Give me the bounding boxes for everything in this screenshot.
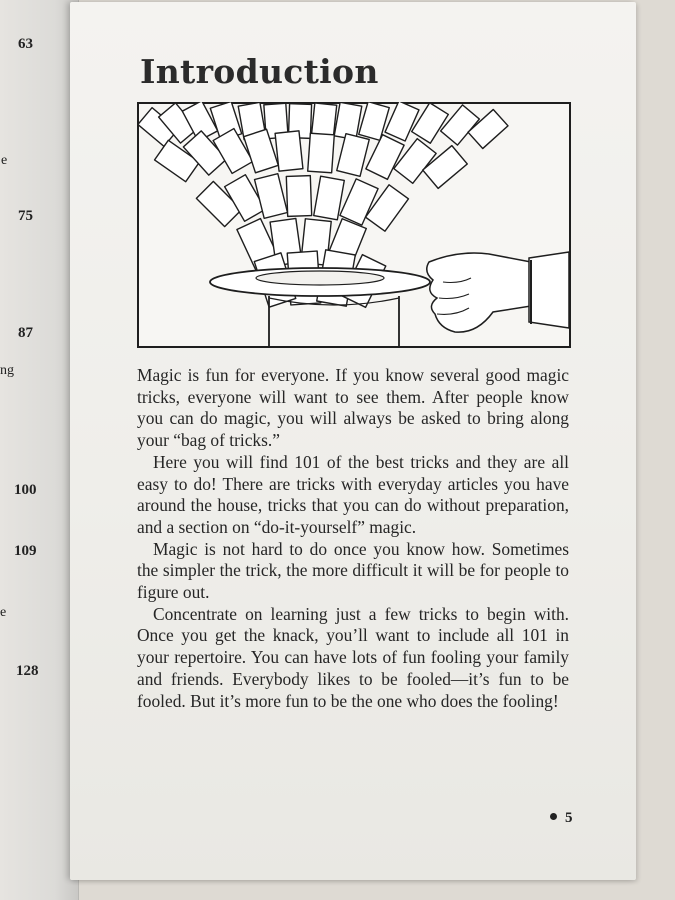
toc-page-number: 87 (18, 325, 33, 341)
illustration-cards-from-top-hat (137, 102, 571, 348)
introduction-text (137, 365, 569, 712)
toc-page-number: 63 (18, 36, 33, 52)
toc-text-fragment: e (0, 605, 7, 620)
paragraph: Here you will find 101 of the best tricks and they are all easy to do! There are tricks with everyday articles you have around the house, tricks that you can do without preparation, and a section on “do-it-yourself” magic. (137, 451, 569, 537)
toc-page-number: 100 (14, 482, 37, 498)
page-title: Introduction (140, 52, 379, 91)
book-page (70, 2, 636, 880)
toc-page-number: 128 (16, 663, 39, 679)
toc-text-fragment: e (1, 153, 8, 168)
bullet-icon (550, 813, 557, 820)
toc-page-number: 109 (14, 543, 37, 559)
paragraph: Magic is fun for everyone. If you know several good magic tricks, everyone will want to see them. After people know you can do magic, you will always be asked to bring along your “bag of tricks.” (137, 365, 569, 451)
paragraph: Magic is not hard to do once you know how. Sometimes the simpler the trick, the more difficult it will be for people to figure out. (137, 538, 569, 603)
toc-page-number: 75 (18, 208, 33, 224)
toc-text-fragment: ng (0, 363, 14, 378)
previous-page-edge (0, 0, 79, 900)
page-number: 5 (565, 810, 573, 826)
paragraph: Concentrate on learning just a few tricks to begin with. Once you get the knack, you’ll want to include all 101 in your repertoire. You can have lots of fun fooling your family and friends. Everybody likes to be fooled—it’s fun to be fooled. But it’s more fun to be the one who does the fooling! (137, 603, 569, 711)
page-footer (550, 810, 573, 827)
